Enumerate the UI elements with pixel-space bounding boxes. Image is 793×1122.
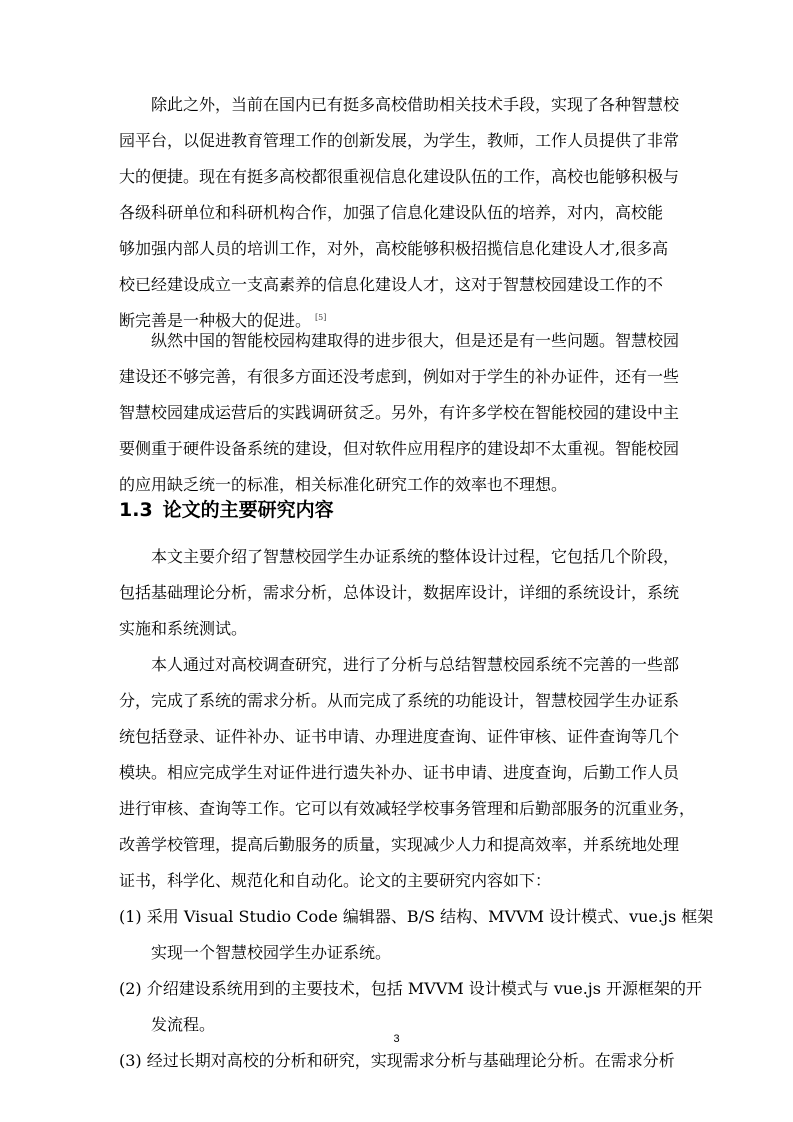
paragraph-line: 纵然中国的智能校园构建取得的进步很大，但是还是有一些问题。智慧校园 bbox=[151, 331, 680, 350]
paragraph-line: 校已经建设成立一支高素养的信息化建设人才，这对于智慧校园建设工作的不 bbox=[119, 275, 664, 294]
paragraph-line: 各级科研单位和科研机构合作，加强了信息化建设队伍的培养，对内，高校能 bbox=[119, 203, 664, 222]
paragraph-line: 的应用缺乏统一的标准，相关标准化研究工作的效率也不理想。 bbox=[119, 475, 568, 494]
section-heading bbox=[119, 496, 334, 524]
list-item-1-continuation: 实现一个智慧校园学生办证系统。 bbox=[151, 943, 392, 962]
paragraph-line: 本人通过对高校调查研究，进行了分析与总结智慧校园系统不完善的一些部 bbox=[151, 655, 680, 674]
paragraph-line: 进行审核、查询等工作。它可以有效减轻学校事务管理和后勤部服务的沉重业务， bbox=[119, 799, 696, 818]
paragraph-line: 本文主要介绍了智慧校园学生办证系统的整体设计过程，它包括几个阶段， bbox=[151, 547, 680, 566]
list-item-2-continuation: 发流程。 bbox=[151, 1015, 216, 1034]
paragraph-line: 够加强内部人员的培训工作，对外，高校能够积极招揽信息化建设人才,很多高 bbox=[119, 239, 669, 258]
paragraph-line: 实施和系统测试。 bbox=[119, 619, 248, 638]
paragraph-line: 智慧校园建成运营后的实践调研贫乏。另外，有许多学校在智能校园的建设中主 bbox=[119, 403, 680, 422]
list-item-3-line: (3) 经过长期对高校的分析和研究，实现需求分析与基础理论分析。在需求分析 bbox=[119, 1051, 675, 1070]
paragraph-line: 园平台，以促进教育管理工作的创新发展，为学生，教师，工作人员提供了非常 bbox=[119, 131, 680, 150]
section-title: 论文的主要研究内容 bbox=[162, 499, 334, 521]
paragraph-line: 大的便捷。现在有挺多高校都很重视信息化建设队伍的工作，高校也能够积极与 bbox=[119, 167, 680, 186]
list-item-2-line: (2) 介绍建设系统用到的主要技术，包括 MVVM 设计模式与 vue.js 开源框架的开 bbox=[119, 979, 703, 998]
section-number: 1.3 bbox=[119, 499, 153, 521]
paragraph-line: 除此之外，当前在国内已有挺多高校借助相关技术手段，实现了各种智慧校 bbox=[151, 95, 680, 114]
paragraph-line: 模块。相应完成学生对证件进行遗失补办、证书申请、进度查询，后勤工作人员 bbox=[119, 763, 680, 782]
list-item-1-line: (1) 采用 Visual Studio Code 编辑器、B/S 结构、MVVM 设计模式、vue.js 框架 bbox=[119, 907, 714, 926]
paragraph-line: 包括基础理论分析，需求分析，总体设计，数据库设计，详细的系统设计，系统 bbox=[119, 583, 680, 602]
paragraph-line: 分，完成了系统的需求分析。从而完成了系统的功能设计，智慧校园学生办证系 bbox=[119, 691, 680, 710]
citation-reference[interactable]: [5] bbox=[315, 312, 327, 322]
page-number: 3 bbox=[393, 1033, 400, 1045]
paragraph-line: 断完善是一种极大的促进。 bbox=[119, 311, 312, 330]
paragraph-line: 改善学校管理，提高后勤服务的质量，实现减少人力和提高效率，并系统地处理 bbox=[119, 835, 680, 854]
paragraph-last-line bbox=[119, 310, 326, 332]
paragraph-line: 要侧重于硬件设备系统的建设，但对软件应用程序的建设却不太重视。智能校园 bbox=[119, 439, 680, 458]
paragraph-line: 统包括登录、证件补办、证书申请、办理进度查询、证件审核、证件查询等几个 bbox=[119, 727, 680, 746]
paragraph-line: 证书，科学化、规范化和自动化。论文的主要研究内容如下： bbox=[119, 871, 552, 890]
paragraph-line: 建设还不够完善，有很多方面还没考虑到，例如对于学生的补办证件，还有一些 bbox=[119, 367, 680, 386]
